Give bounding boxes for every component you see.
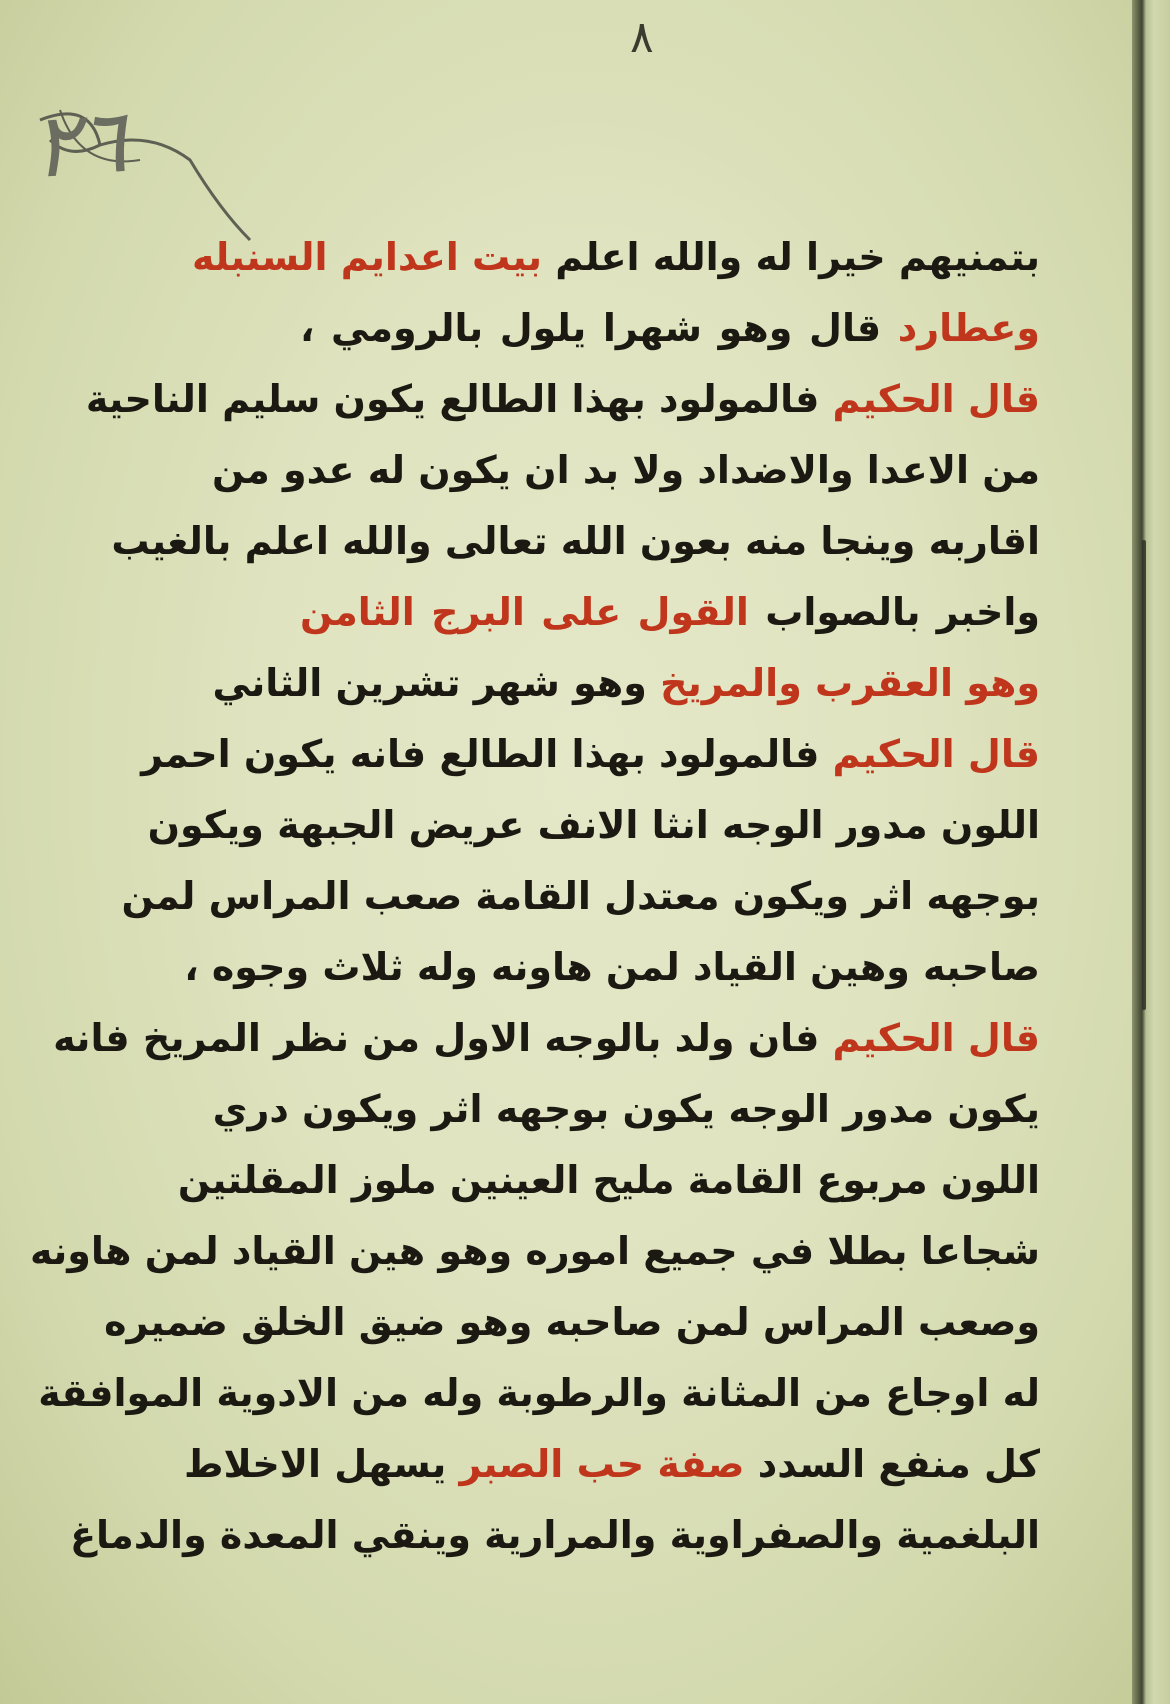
gutter-shadow [1142, 540, 1146, 1010]
body-text: صاحبه وهين القياد لمن هاونه وله ثلاث وجوه ، [184, 945, 1040, 989]
text-line [300, 577, 1040, 648]
text-line [147, 790, 1040, 861]
body-text: اللون مربوع القامة مليح العينين ملوز المقلتين [177, 1158, 1040, 1202]
book-spine [1132, 0, 1170, 1704]
body-text: شجاعا بطلا في جميع اموره وهو هين القياد لمن هاونه [29, 1229, 1040, 1273]
text-line [53, 1003, 1040, 1074]
text-line [184, 1429, 1040, 1500]
rubric-heading: وعطارد [881, 306, 1040, 350]
folio-number: ٨ [630, 12, 654, 63]
text-line [192, 222, 1040, 293]
text-line [300, 293, 1040, 364]
body-text: وصعب المراس لمن صاحبه وهو ضيق الخلق ضميره [104, 1300, 1040, 1344]
shelfmark: ٢٦ [28, 88, 131, 199]
rubric-heading: قال الحكيم [819, 732, 1040, 776]
text-line [177, 1145, 1040, 1216]
text-line [212, 1074, 1040, 1145]
text-line [111, 506, 1040, 577]
text-line [212, 435, 1040, 506]
body-text: البلغمية والصفراوية والمرارية وينقي المعدة والدماغ [70, 1513, 1040, 1557]
body-text: له اوجاع من المثانة والرطوبة وله من الادوية الموافقة [38, 1371, 1040, 1415]
body-text: بوجهه اثر ويكون معتدل القامة صعب المراس لمن [121, 874, 1040, 918]
body-text: وهو شهر تشرين الثاني [212, 661, 647, 705]
body-text: اللون مدور الوجه انثا الانف عريض الجبهة ويكون [147, 803, 1040, 847]
body-text: فالمولود بهذا الطالع فانه يكون احمر [141, 732, 820, 776]
text-line [141, 719, 1040, 790]
rubric-heading: قال الحكيم [819, 377, 1040, 421]
body-text: قال وهو شهرا يلول بالرومي ، [300, 306, 882, 350]
body-text: من الاعدا والاضداد ولا بد ان يكون له عدو من [212, 448, 1040, 492]
text-line [121, 861, 1040, 932]
body-text: فان ولد بالوجه الاول من نظر المريخ فانه [53, 1016, 820, 1060]
body-text: يسهل الاخلاط [184, 1442, 447, 1486]
rubric-heading: وهو العقرب والمريخ [646, 661, 1040, 705]
text-line [184, 932, 1040, 1003]
text-line [70, 1500, 1040, 1571]
body-text: بتمنيهم خيرا له والله اعلم [542, 235, 1040, 279]
body-text: فالمولود بهذا الطالع يكون سليم الناحية [85, 377, 820, 421]
text-line [104, 1287, 1040, 1358]
text-line [212, 648, 1040, 719]
text-line [29, 1216, 1040, 1287]
manuscript-text [29, 222, 1040, 1571]
text-line [38, 1358, 1040, 1429]
body-text: اقاربه وينجا منه بعون الله تعالى والله اعلم بالغيب [111, 519, 1040, 563]
rubric-heading: بيت اعدايم السنبله [192, 235, 543, 279]
rubric-heading: صفة حب الصبر [446, 1442, 745, 1486]
body-text: كل منفع السدد [744, 1442, 1040, 1486]
body-text: واخبر بالصواب [748, 590, 1040, 634]
body-text: يكون مدور الوجه يكون بوجهه اثر ويكون دري [212, 1087, 1040, 1131]
rubric-heading: قال الحكيم [819, 1016, 1040, 1060]
text-line [85, 364, 1040, 435]
rubric-heading: القول على البرج الثامن [300, 590, 749, 634]
